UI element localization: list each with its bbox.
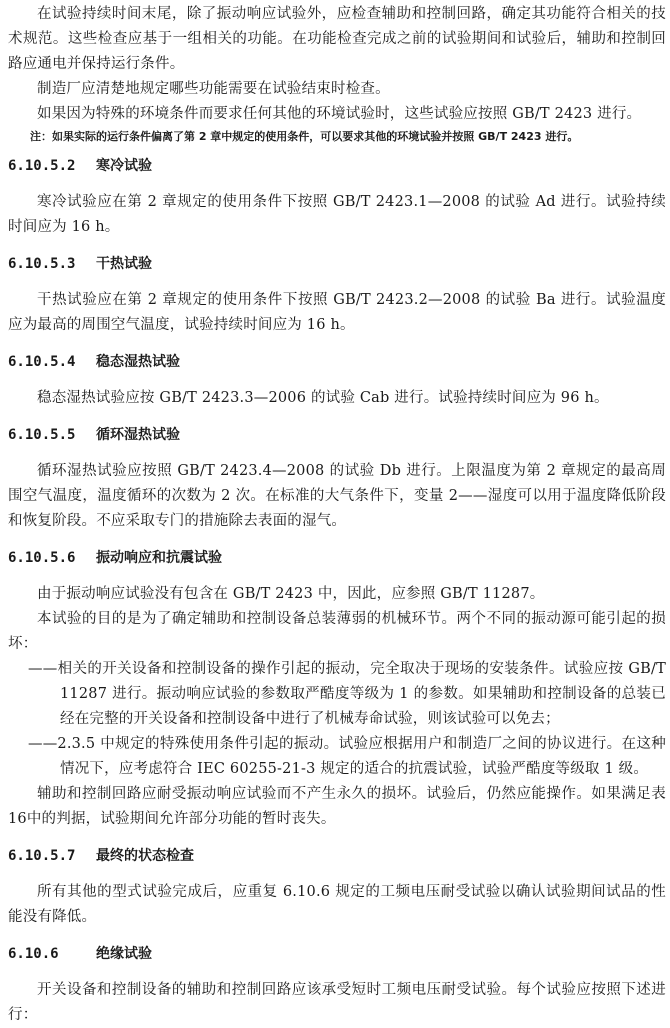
insulation-paragraph: 开关设备和控制设备的辅助和控制回路应该承受短时工频电压耐受试验。每个试验应按照下述进行： (8, 982, 666, 1023)
damp-heat-steady-paragraph: 稳态湿热试验应按 GB/T 2423.3—2006 的试验 Cab 进行。试验持续时间应为 96 h。 (37, 390, 609, 406)
damp-heat-cyclic-paragraph: 循环湿热试验应按照 GB/T 2423.4—2008 的试验 Db 进行。上限温度为第 2 章规定的最高周围空气温度，温度循环的次数为 2 次。在标准的大气条件下，变量 2——湿度可以用于温度降低阶段和恢复阶段。不应采取专门的措施除去表面的湿气。 (8, 463, 666, 529)
section-number: 6.10.5.3 (8, 256, 76, 272)
section-title: 稳态湿热试验 (96, 354, 180, 370)
vibration-dash-item-2: ——2.3.5 中规定的特殊使用条件引起的振动。试验应根据用户和制造厂之间的协议进行。在这种情况下，应考虑符合 IEC 60255-21-3 规定的适合的抗震试验，试验严酷度等级取 1 级。 (28, 736, 666, 777)
section-heading-6-10-5-7 (8, 842, 666, 870)
section-heading-6-10-5-4 (8, 348, 666, 376)
intro-paragraph-1: 在试验持续时间末尾，除了振动响应试验外，应检查辅助和控制回路，确定其功能符合相关的技术规范。这些检查应基于一组相关的功能。在功能检查完成之前的试验期间和试验后，辅助和控制回路应通电并保持运行条件。 (8, 6, 666, 72)
section-heading-6-10-5-5 (8, 421, 666, 449)
intro-note: 注：如果实际的运行条件偏离了第 2 章中规定的使用条件，可以要求其他的环境试验并按照 GB/T 2423 进行。 (30, 130, 579, 143)
dry-heat-paragraph: 干热试验应在第 2 章规定的使用条件下按照 GB/T 2423.2—2008 的试验 Ba 进行。试验温度应为最高的周围空气温度，试验持续时间应为 16 h。 (8, 292, 666, 333)
section-title: 干热试验 (96, 256, 152, 272)
section-number: 6.10.5.2 (8, 158, 76, 174)
section-heading-6-10-5-6 (8, 544, 666, 572)
section-title: 振动响应和抗震试验 (96, 550, 222, 566)
section-number: 6.10.5.4 (8, 354, 76, 370)
intro-paragraph-2: 制造厂应清楚地规定哪些功能需要在试验结束时检查。 (37, 81, 390, 97)
section-heading-6-10-5-2 (8, 152, 666, 180)
section-number: 6.10.5.5 (8, 427, 76, 443)
vibration-paragraph-1: 由于振动响应试验没有包含在 GB/T 2423 中，因此，应参照 GB/T 11287。 (37, 586, 545, 602)
section-number: 6.10.5.7 (8, 848, 76, 864)
intro-paragraph-3: 如果因为特殊的环境条件而要求任何其他的环境试验时，这些试验应按照 GB/T 2423 进行。 (37, 106, 642, 122)
vibration-paragraph-3: 辅助和控制回路应耐受振动响应试验而不产生永久的损坏。试验后，仍然应能操作。如果满足表 16中的判据，试验期间允许部分功能的暂时丧失。 (8, 786, 666, 827)
section-title: 寒冷试验 (96, 158, 152, 174)
final-check-paragraph: 所有其他的型式试验完成后，应重复 6.10.6 规定的工频电压耐受试验以确认试验期间试品的性能没有降低。 (8, 884, 666, 925)
section-heading-6-10-5-3 (8, 250, 666, 278)
section-title: 绝缘试验 (96, 946, 152, 962)
section-title: 循环湿热试验 (96, 427, 180, 443)
vibration-dash-item-1: ——相关的开关设备和控制设备的操作引起的振动，完全取决于现场的安装条件。试验应按 GB/T 11287 进行。振动响应试验的参数取严酷度等级为 1 的参数。如果辅助和控制设备的总装已经在完整的开关设备和控制设备中进行了机械寿命试验，则该试验可以免去； (28, 661, 666, 727)
section-heading-6-10-6 (8, 940, 666, 968)
section-number: 6.10.5.6 (8, 550, 76, 566)
section-number: 6.10.6 (8, 946, 59, 962)
vibration-paragraph-2: 本试验的目的是为了确定辅助和控制设备总装薄弱的机械环节。两个不同的振动源可能引起的损坏： (8, 611, 666, 652)
document-page (8, 0, 666, 1028)
cold-test-paragraph: 寒冷试验应在第 2 章规定的使用条件下按照 GB/T 2423.1—2008 的试验 Ad 进行。试验持续时间应为 16 h。 (8, 194, 666, 235)
section-title: 最终的状态检查 (96, 848, 194, 864)
